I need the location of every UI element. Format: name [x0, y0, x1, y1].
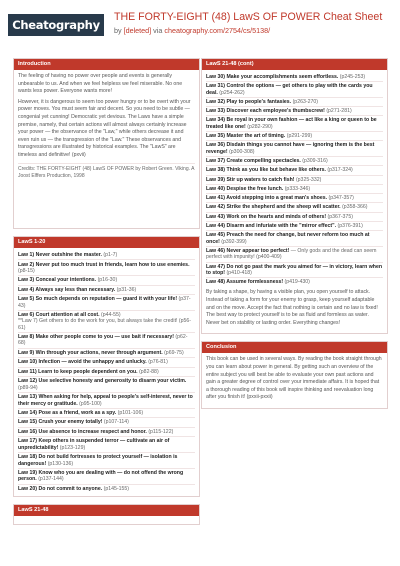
law-pages: (p82-88)	[137, 368, 159, 375]
law-pages: (p245-253)	[338, 74, 366, 80]
sheet-url-link[interactable]: cheatography.com/2754/cs/5138/	[164, 26, 271, 35]
law-row	[18, 333, 195, 349]
law-title: Law 38) Think as you like but behave like others.	[206, 167, 326, 174]
law-pages: (p419-430)	[283, 279, 310, 286]
law-pages: — Only gods and the dead can seem perfect with impunity! (p400-409)	[206, 247, 377, 261]
law-title: Law 11) Learn to keep people dependent on you.	[18, 368, 138, 375]
law-title: Law 47) Do not go past the mark you aimed for — in victory, learn when to stop!	[206, 263, 383, 276]
law-row	[206, 203, 383, 212]
law-row	[206, 73, 383, 82]
byline	[114, 26, 270, 35]
header	[0, 0, 400, 46]
closing-paragraph: By taking a shape, by having a visible plan, you open yourself to attack. Instead of taking a form for your enemy to grasp, keep yourself adaptable and on the move. Accept the fact that nothing is certain and no law is fixed! The best way to protect yourself is to be as fluid and formless as water. Never bet on stability or lasting order. Everything changes!	[206, 289, 378, 326]
law-row	[18, 453, 195, 469]
law-title: Law 14) Pose as a friend, work as a spy.	[18, 409, 117, 416]
law-pages: (p333-346)	[283, 185, 311, 192]
law-pages: (p62-68)	[18, 334, 188, 347]
law-title: Law 46) Never appear too perfect!	[206, 247, 290, 254]
law-title: Law 2) Never put too much trust in friends, learn how to use enemies.	[18, 261, 190, 268]
law-title: Law 39) Stir up waters to catch fish!	[206, 176, 295, 183]
law-pages: (p44-55)	[99, 312, 121, 319]
law-row	[206, 166, 383, 175]
law-title: Law 4) Always say less than necessary.	[18, 286, 116, 293]
law-pages: (p95-100)	[77, 400, 102, 407]
law-title: Law 3) Conceal your intentions.	[18, 277, 97, 284]
law-pages: (p137-144)	[36, 476, 64, 483]
laws-list	[206, 73, 383, 286]
law-title: Law 9) Win through your actions, never through argument.	[18, 349, 163, 356]
law-title: Law 15) Crush your enemy totally!	[18, 419, 103, 426]
law-pages: (p123-129)	[58, 444, 86, 451]
law-title: Law 45) Preach the need for change, but never reform too much at once!	[206, 232, 370, 245]
law-row	[206, 107, 383, 116]
law-row	[18, 251, 195, 260]
via-label: via	[151, 26, 165, 35]
section-body	[14, 70, 199, 228]
law-pages: (p115-122)	[146, 428, 174, 435]
law-row	[206, 263, 383, 279]
law-title: Law 19) Know who you are dealing with — do not offend the wrong person.	[18, 470, 184, 483]
section-heading: LawS 21-48	[14, 505, 199, 516]
law-row	[206, 82, 383, 98]
intro-paragraph: The feeling of having no power over people and events is generally unbearable to us. And when we feel helpless we feel miserable. No one wants less power. Everyone wants more!	[18, 73, 183, 95]
law-row	[206, 176, 383, 185]
intro-paragraph: However, it is dangerous to seem too power hungry or to be overt with your power moves. You must seem fair and decent. So you need to be subtle — congenial yet cunning! Democratic yet devious. The Laws have a simple premise, namely, that certain actions will almost always certainly increase your power — the observance of the "Law," while others decrease it and even ruin us — the transgression of the "Law." These observances and transgressions are illustrated by historical examples. The "LawS" are timeless and definitive! (pxvii)	[18, 98, 191, 158]
law-row	[18, 349, 195, 358]
law-row	[206, 278, 383, 286]
law-pages: (p130-136)	[46, 460, 74, 467]
law-row	[206, 194, 383, 203]
law-pages: (p291-299)	[285, 133, 313, 140]
author-link[interactable]: [deleted]	[123, 26, 152, 35]
law-title: Law 31) Control the options — get others to play with the cards you deal.	[206, 83, 373, 96]
law-row	[18, 358, 195, 367]
law-pages: (p300-308)	[227, 148, 255, 155]
law-row	[18, 295, 195, 311]
law-row	[18, 393, 195, 409]
laws-21-48-section	[13, 504, 200, 525]
section-body	[202, 70, 387, 333]
law-pages: (p376-391)	[336, 223, 363, 230]
law-row	[206, 231, 383, 247]
law-title: Law 20) Do not commit to anyone.	[18, 485, 103, 492]
cheatography-logo[interactable]: Cheatography	[8, 14, 104, 36]
law-title: Law 36) Disdain things you cannot have — ignoring them is the best revenge!	[206, 142, 375, 155]
law-row	[18, 260, 195, 276]
law-row	[18, 469, 195, 485]
law-row	[206, 185, 383, 194]
law-pages: (p325-332)	[294, 176, 322, 183]
section-heading: Conclusion	[202, 342, 387, 353]
law-title: Law 1) Never outshine the master.	[18, 252, 102, 259]
law-row	[18, 311, 195, 333]
law-pages: (p8-15)	[18, 267, 35, 274]
law-title: Law 16) Use absence to increase respect and honor.	[18, 428, 147, 435]
law-title: Law 5) So much depends on reputation — guard it with your life!	[18, 296, 178, 303]
law-title: Law 18) Do not build fortresses to protect yourself — isolation is dangerous!	[18, 454, 178, 467]
law-pages: (p16-30)	[96, 277, 118, 284]
law-pages: (p89-94)	[18, 384, 38, 391]
law-row	[18, 377, 195, 393]
law-pages: (p37-43)	[18, 296, 191, 309]
laws-21-48-cont-section	[201, 58, 388, 334]
law-note: **Law 7) Get others to do the work for you, but always take the credit! (p56-61)	[18, 318, 192, 331]
section-heading: LawS 21-48 (cont)	[202, 59, 387, 70]
law-title: Law 44) Disarm and infuriate with the "mirror effect".	[206, 223, 337, 230]
left-column	[13, 58, 200, 532]
law-row	[18, 418, 195, 427]
law-pages: (p76-81)	[146, 359, 168, 366]
law-pages: (p271-281)	[324, 108, 352, 115]
page-title: THE FORTY-EIGHT (48) LawS OF POWER Cheat Sheet	[114, 11, 383, 23]
section-heading: LawS 1-20	[14, 237, 199, 248]
law-pages: (p1-7)	[101, 252, 118, 259]
law-pages: (p31-36)	[115, 286, 137, 293]
credits: Credits: THE FORTY-EIGHT (48) LawS OF POWER by Robert Green. Viking. A Joost Elffers Production, 1998	[18, 163, 195, 180]
law-title: Law 43) Work on the hearts and minds of others!	[206, 213, 327, 220]
law-row	[206, 222, 383, 231]
laws-1-20-section	[13, 236, 200, 497]
law-title: Law 35) Master the art of timing.	[206, 133, 286, 140]
law-pages: (p145-155)	[102, 485, 129, 492]
conclusion-section	[201, 341, 388, 409]
law-title: Law 8) Make other people come to you — use bait if necessary!	[18, 334, 174, 341]
law-pages: (p263-270)	[291, 98, 318, 105]
law-title: Law 37) Create compelling spectacles.	[206, 157, 301, 164]
law-row	[206, 157, 383, 166]
by-label: by	[114, 26, 124, 35]
law-title: Law 12) Use selective honesty and generosity to disarm your victim.	[18, 378, 187, 385]
law-title: Law 48) Assume formlessness!	[206, 279, 284, 286]
law-pages: (p309-316)	[300, 157, 328, 164]
right-column	[201, 58, 388, 416]
law-pages: (p410-418)	[225, 269, 252, 276]
law-pages: (p347-357)	[327, 195, 354, 202]
law-row	[18, 437, 195, 453]
law-pages: (p358-366)	[340, 204, 368, 211]
law-title: Law 30) Make your accomplishments seem effortless.	[206, 74, 339, 80]
section-body	[14, 516, 199, 524]
law-row	[206, 247, 383, 263]
law-row	[206, 98, 383, 107]
law-row	[18, 286, 195, 295]
law-pages: (p282-290)	[245, 123, 273, 130]
law-row	[18, 485, 195, 493]
section-heading: Introduction	[14, 59, 199, 70]
section-body	[202, 353, 387, 408]
law-row	[206, 213, 383, 222]
law-title: Law 34) Be royal in your own fashion — act like a king or queen to be treated like one!	[206, 117, 377, 130]
law-pages: (p107-114)	[102, 419, 129, 426]
law-title: Law 17) Keep others in suspended terror — cultivate an air of unpredictability!	[18, 438, 170, 451]
law-row	[206, 132, 383, 141]
law-row	[18, 368, 195, 377]
law-row	[18, 409, 195, 418]
law-title: Law 32) Play to people's fantasies.	[206, 98, 292, 105]
introduction-section	[13, 58, 200, 229]
law-pages: (p254-262)	[217, 89, 245, 96]
conclusion-paragraph: This book can be used in several ways. By reading the book straight through you can learn about power in general. By getting such an overview of the entire subject you will best be able to evaluate your own past actions and gain a greater degree of control over your immediate affairs. It is hoped that a thorough reading of this book will inspire thinking and reevaluation long after you finish it! (pxxii-pxxii)	[206, 356, 382, 401]
law-row	[18, 276, 195, 285]
law-pages: (p392-399)	[219, 238, 247, 245]
law-row	[18, 428, 195, 437]
law-pages: (p69-75)	[162, 349, 184, 356]
law-pages: (p367-375)	[326, 213, 353, 220]
law-title: Law 42) Strike the shepherd and the sheep will scatter.	[206, 204, 341, 211]
law-title: Law 40) Despise the free lunch.	[206, 185, 284, 192]
law-row	[206, 141, 383, 157]
law-pages: (p101-106)	[116, 409, 144, 416]
law-title: Law 41) Avoid stepping into a great man's shoes.	[206, 195, 328, 202]
law-row	[206, 116, 383, 132]
law-title: Law 10) Infection — avoid the unhappy and unlucky.	[18, 359, 147, 366]
law-title: Law 13) When asking for help, appeal to people's self-interest, never to their mercy or gratitude.	[18, 394, 193, 407]
laws-list	[14, 248, 199, 496]
law-title: Law 6) Court attention at all cost.	[18, 312, 100, 319]
law-pages: (p317-324)	[325, 167, 353, 174]
law-title: Law 33) Discover each employee's thumbscrew!	[206, 108, 325, 115]
